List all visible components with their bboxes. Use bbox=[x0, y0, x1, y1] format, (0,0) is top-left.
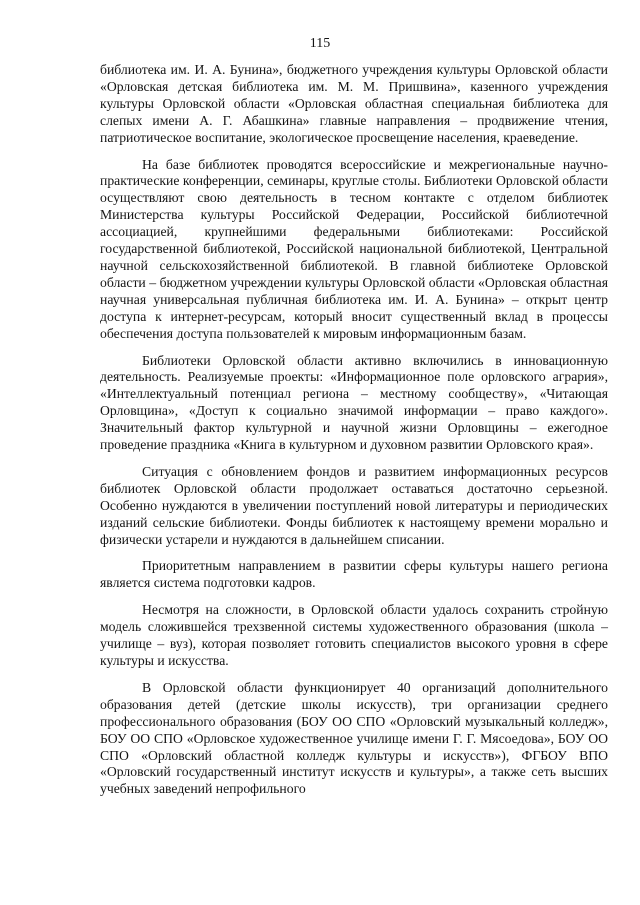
paragraph-funds: Ситуация с обновлением фондов и развитием информационных ресурсов библиотек Орловской области продолжает оставаться достаточно серьезной. Особенно нуждаются в увеличении поступлений новой литературы и периодических изданий сельские библиотеки. Фонды библиотек к настоящему времени морально и физически устарели и нуждаются в дальнейшем списании. bbox=[100, 463, 608, 547]
paragraph-innovation: Библиотеки Орловской области активно включились в инновационную деятельность. Реализуемые проекты: «Информационное поле орловского агрария», «Интеллектуальный потенциал региона – местному сообществу», «Читающая Орловщина», «Доступ к социально значимой информации – право каждого». Значительный фактор культурной и научной жизни Орловщины – ежегодное проведение праздника «Книга в культурном и духовном развитии Орловского края». bbox=[100, 352, 608, 453]
paragraph-priority: Приоритетным направлением в развитии сферы культуры нашего региона является система подготовки кадров. bbox=[100, 558, 608, 591]
paragraph-conferences: На базе библиотек проводятся всероссийские и межрегиональные научно-практические конференции, семинары, круглые столы. Библиотеки Орловской области осуществляют свою деятельность в тесном контакте с отделом библиотек Министерства культуры Российской Федерации, Российской библиотечной ассоциацией, крупнейшими федеральными библиотеками: Российской государственной библиотекой, Российской национальной библиотекой, Центральной научной сельскохозяйственной библиотекой. В главной библиотеке Орловской области – бюджетном учреждении культуры Орловской области «Орловская областная научная универсальная публичная библиотека им. И. А. Бунина» – открыт центр доступа к интернет-ресурсам, который вносит существенный вклад в процессы обеспечения доступа пользователей к мировым информационным базам. bbox=[100, 156, 608, 341]
paragraph-education-model: Несмотря на сложности, в Орловской области удалось сохранить стройную модель сложившейся трехзвенной системы художественного образования (школа – училище – вуз), которая позволяет готовить специалистов высокого уровня в сфере культуры и искусства. bbox=[100, 602, 608, 668]
document-body bbox=[100, 62, 608, 798]
paragraph-continuation: библиотека им. И. А. Бунина», бюджетного учреждения культуры Орловской области «Орловская детская библиотека им. М. М. Пришвина», казенного учреждения культуры Орловской области «Орловская областная специальная библиотека для слепых имени А. Г. Абашкина» главные направления – продвижение чтения, патриотическое воспитание, экологическое просвещение населения, краеведение. bbox=[100, 62, 608, 145]
paragraph-organizations: В Орловской области функционирует 40 организаций дополнительного образования детей (детские школы искусств), три организации среднего профессионального образования (БОУ ОО СПО «Орловский музыкальный колледж», БОУ ОО СПО «Орловское художественное училище имени Г. Г. Мясоедова», БОУ ОО СПО «Орловский областной колледж культуры и искусств»), ФГБОУ ВПО «Орловский государственный институт искусств и культуры», а также сеть высших учебных заведений непрофильного bbox=[100, 679, 608, 797]
page-number: 115 bbox=[309, 36, 331, 51]
